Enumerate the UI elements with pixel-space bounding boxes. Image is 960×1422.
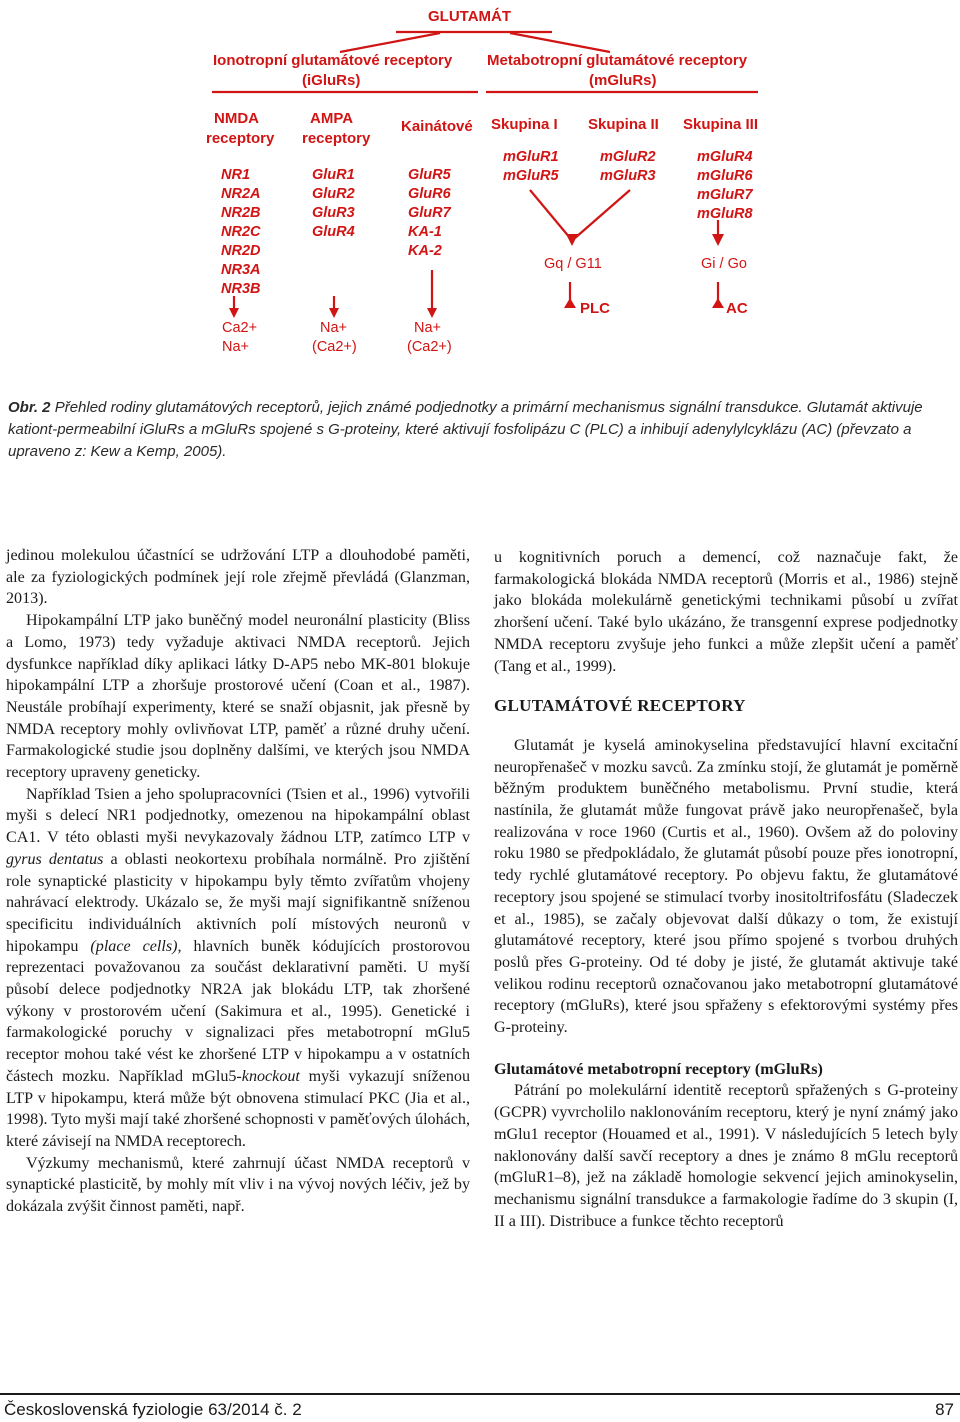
nmda-subunit: NR2B <box>221 205 261 221</box>
kainate-subunit: KA-2 <box>408 243 442 259</box>
kainate-subunit: GluR5 <box>408 167 451 183</box>
nmda-ion-2: Na+ <box>222 339 250 355</box>
paragraph: jedinou molekulou účastnící se udržování LTP a dlouhodobé paměti, ale za fyziologických podmínek její role zřejmě převládá (Glanzman, 2013). <box>6 547 470 608</box>
group-2-label: Skupina II <box>588 116 659 133</box>
group-1-members <box>503 148 559 186</box>
nmda-ion-1: Ca2+ <box>222 320 258 336</box>
mglur-item: mGluR4 <box>697 149 753 165</box>
figure-title: GLUTAMÁT <box>428 8 512 25</box>
footer-divider <box>0 1393 960 1395</box>
kainate-subunit: GluR6 <box>408 186 451 202</box>
group-3-label: Skupina III <box>683 116 759 133</box>
kainate-ion-1: Na+ <box>414 320 442 336</box>
italic-term: (place cells), <box>90 937 182 955</box>
text-run: a oblasti neokortexu probíhala normálně. Pro zjištění role synaptické plasticity v hipokampu byly těmto zvířatům vhojeny nahrávací elektrody. Ukázalo se, že myši mají signifikantně sníženou specificitu individuálních aktivních polí místových neuronů v hipokampu <box>6 850 470 955</box>
figure-lines <box>0 0 960 370</box>
kainate-label: Kainátové <box>401 118 473 135</box>
page-number: 87 <box>935 1400 954 1419</box>
nmda-subunit: NR2A <box>221 186 261 202</box>
ampa-ion-1: Na+ <box>320 320 348 336</box>
nmda-subunit: NR3B <box>221 281 261 297</box>
ampa-label-receptory: receptory <box>302 130 371 147</box>
mglur-item: mGluR1 <box>503 149 559 165</box>
section-heading: GLUTAMÁTOVÉ RECEPTORY <box>494 696 746 716</box>
left-column <box>6 545 470 1218</box>
mglur-item: mGluR2 <box>600 149 656 165</box>
paragraph <box>6 784 470 1153</box>
text-run: Například Tsien a jeho spolupracovníci (Tsien et al., 1996) vytvořili myši s delecí NR1 podjednotky, omezenou na hipokampální oblast CA1. V této oblasti myši nevykazovaly žádnou LTP, zatímco LTP v <box>6 785 470 847</box>
nmda-label: NMDA <box>214 110 259 127</box>
mglur-item: mGluR8 <box>697 206 753 222</box>
right-column <box>494 547 958 1232</box>
nmda-subunit-list <box>221 166 260 299</box>
caption-label: Obr. 2 <box>8 399 51 416</box>
figure-glutamate-receptors <box>0 0 960 370</box>
subsection-heading: Glutamátové metabotropní receptory (mGluRs) <box>494 1060 823 1078</box>
kainate-subunit-list <box>408 166 451 261</box>
text-run: hlavních buněk kódujících prostorovou reprezentaci považovanou za součást deklarativní paměti. U myší působí delece podjednotky NR2A jak blokádu LTP, tak zhoršené výkony v prostorovém učení (Sakimura et al., 1995). Genetické i farmakologické poruchy v signalizaci přes metabotropní mGlu5 receptor mohou také vést ke zhoršené LTP v hipokampu a v ostatních částech mozku. Například mGlu5- <box>6 937 470 1085</box>
group-2-members <box>600 148 656 186</box>
metabotropic-header-abbr: (mGluRs) <box>589 72 657 89</box>
ampa-subunit-list <box>312 166 355 242</box>
mglur-item: mGluR3 <box>600 168 656 184</box>
nmda-subunit: NR2D <box>221 243 261 259</box>
metabotropic-header: Metabotropní glutamátové receptory <box>487 52 748 69</box>
kainate-ion-2: (Ca2+) <box>407 339 452 355</box>
ampa-ion-2: (Ca2+) <box>312 339 357 355</box>
paragraph: Glutamát je kyselá aminokyselina představující hlavní excitační neuropřenašeč v mozku savců. Za zmínku stojí, že glutamát je poměrně běžným produktem buněčného metabolismu. První studie, která nastínila, že glutamát může fungovat právě jako neuropřenašeč, byla realizována v roce 1960 (Curtis et al., 1960). Ovšem až do poloviny roku 1980 se předpokládalo, že glutamát působí pouze přes ionotropní, tedy rychlé glutamátové receptory. Po objevu faktu, že glutamátové receptory jsou spojené se stimulací tvorby inositoltrifosfátu (Sladeczek et al., 1985), se začaly objevovat další důkazy o tom, že existují glutamátové receptory, které jsou přímo spojené s tvorbou druhých poslů přes G-proteiny. Od té doby je jisté, že glutamát aktivuje také velikou rodinu receptorů označovanou jako metabotropní glutamátové receptory (mGluRs), které jsou spřaženy s efektorovými systémy přes G-proteiny. <box>494 736 958 1037</box>
ampa-subunit: GluR3 <box>312 205 355 221</box>
group-3-members <box>697 148 753 224</box>
paragraph: Pátrání po molekulární identitě receptorů spřažených s G-proteiny (GCPR) vyvrcholilo naklonováním receptoru, který je nyní známý jako mGlu1 receptor (Houamed et al., 1991). V následujících 5 letech byly naklonovány další savčí receptory a dnes je známo 8 mGlu receptorů (mGluR1–8), jež na základě homologie sekvencí jejich aminokyselin, mechanismu signální transdukce a farmakologie řadíme do 3 skupin (I, II a III). Distribuce a funkce těchto receptorů <box>494 1082 958 1230</box>
gq-g11-label: Gq / G11 <box>544 256 602 272</box>
gi-go-label: Gi / Go <box>701 256 747 272</box>
paragraph: Výzkumy mechanismů, které zahrnují účast NMDA receptorů v synaptické plasticitě, by mohly mít vliv i na vývoj nových léčiv, jež by dokázala zvýšit činnost paměti, např. <box>6 1154 470 1216</box>
plc-label: PLC <box>580 300 610 317</box>
journal-name: Československá fyziologie 63/2014 č. 2 <box>4 1400 302 1419</box>
nmda-subunit: NR1 <box>221 167 251 183</box>
ionotropic-header: Ionotropní glutamátové receptory <box>213 52 453 69</box>
ampa-label: AMPA <box>310 110 354 127</box>
ampa-subunit: GluR2 <box>312 186 355 202</box>
caption-text: Přehled rodiny glutamátových receptorů, jejich známé podjednotky a primární mechanismus signální transdukce. Glutamát aktivuje kationt-permeabilní iGluRs a mGluRs spojené s G-proteiny, které aktivují fosfolipázu C (PLC) a inhibují adenylylcyklázu (AC) (převzato a upraveno z: Kew a Kemp, 2005). <box>8 399 923 460</box>
italic-term: knockout <box>241 1067 300 1085</box>
paragraph: Hipokampální LTP jako buněčný model neuronální plasticity (Bliss a Lomo, 1973) tedy vyžaduje aktivaci NMDA receptorů. Jejich dysfunkce například díky aplikaci látky D-AP5 nebo MK-801 blokuje hipokampální LTP a zhoršuje prostorové učení (Coan et al., 1987). Neustále probíhají experimenty, které se snaží objasnit, jak přesně by NMDA receptory mohly ovlivňovat LTP, paměť a různé druhy učení. Farmakologické studie jsou doplněny dalšími, ve kterých jsou NMDA receptory upraveny geneticky. <box>6 612 470 782</box>
paragraph: u kognitivních poruch a demencí, což naznačuje fakt, že farmakologická blokáda NMDA receptorů (Morris et al., 1986) stejně jako blokáda molekulárně genetickými technikami působí u zvířat zhoršení učení. Také bylo ukázáno, že transgenní exprese podjednotky NMDA receptoru zvyšuje jeho funkci a může zlepšit učení a paměť (Tang et al., 1999). <box>494 549 958 675</box>
text-run: myši vykazují sníženou LTP v hipokampu, která může být obnovena stimulací PKC (Jia et al., 1998). Tyto myši mají také zhoršené schopnosti v paměťových úlohách, které závisejí na NMDA receptorech. <box>6 1067 471 1150</box>
italic-term: gyrus dentatus <box>6 850 104 868</box>
ampa-subunit: GluR1 <box>312 167 355 183</box>
nmda-subunit: NR3A <box>221 262 261 278</box>
kainate-subunit: KA-1 <box>408 224 442 240</box>
kainate-subunit: GluR7 <box>408 205 451 221</box>
mglur-item: mGluR7 <box>697 187 753 203</box>
ionotropic-header-abbr: (iGluRs) <box>302 72 361 89</box>
nmda-subunit: NR2C <box>221 224 261 240</box>
nmda-label-receptory: receptory <box>206 130 275 147</box>
mglur-item: mGluR5 <box>503 168 559 184</box>
mglur-item: mGluR6 <box>697 168 753 184</box>
ac-label: AC <box>726 300 748 317</box>
group-1-label: Skupina I <box>491 116 558 133</box>
ampa-subunit: GluR4 <box>312 224 355 240</box>
figure-caption <box>8 397 960 463</box>
